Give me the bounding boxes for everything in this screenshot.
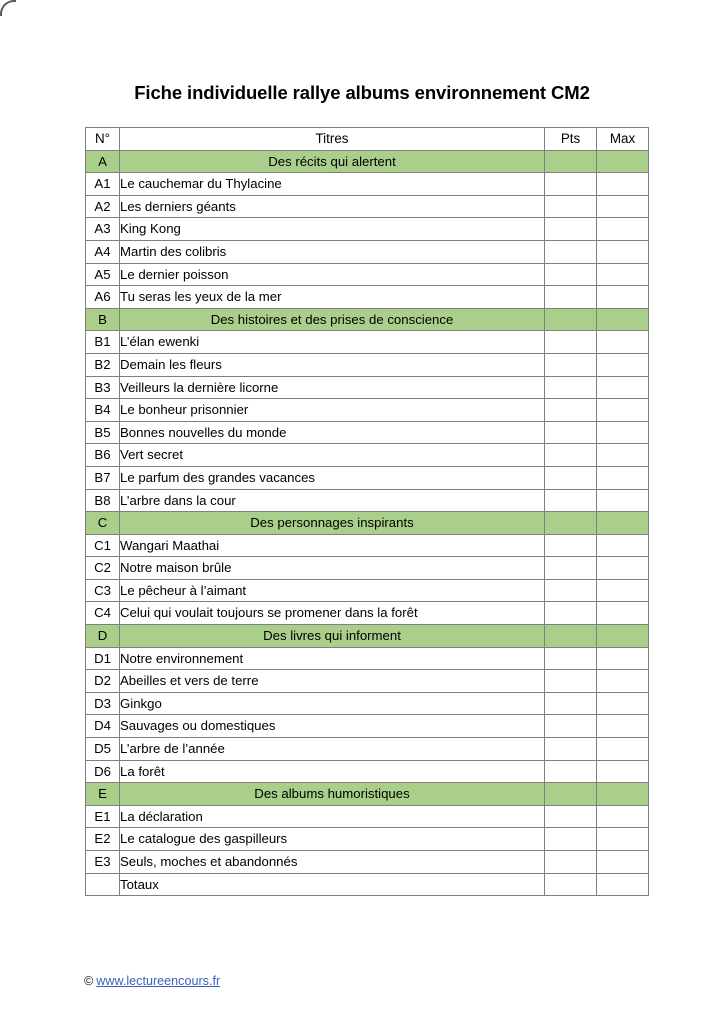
table-row (86, 805, 649, 828)
pts-cell[interactable] (545, 195, 597, 218)
table-row (86, 557, 649, 580)
book-title: Ginkgo (120, 692, 545, 715)
max-cell[interactable] (597, 353, 649, 376)
pts-cell[interactable] (545, 738, 597, 761)
table-row (86, 738, 649, 761)
max-cell[interactable] (597, 286, 649, 309)
book-title: Les derniers géants (120, 195, 545, 218)
pts-cell[interactable] (545, 353, 597, 376)
max-cell[interactable] (597, 760, 649, 783)
pts-cell[interactable] (545, 308, 597, 331)
section-letter: A (86, 150, 120, 173)
table-row (86, 692, 649, 715)
table-row (86, 579, 649, 602)
row-number: B8 (86, 489, 120, 512)
book-title: Le catalogue des gaspilleurs (120, 828, 545, 851)
book-title: Le dernier poisson (120, 263, 545, 286)
table-row (86, 670, 649, 693)
max-cell[interactable] (597, 308, 649, 331)
website-link[interactable]: www.lectureencours.fr (96, 974, 221, 988)
max-cell[interactable] (597, 512, 649, 535)
column-header-max: Max (597, 128, 649, 151)
table-row (86, 376, 649, 399)
table-row (86, 444, 649, 467)
pts-cell[interactable] (545, 466, 597, 489)
pts-cell[interactable] (545, 240, 597, 263)
section-header-row (86, 625, 649, 648)
max-cell[interactable] (597, 602, 649, 625)
section-title: Des personnages inspirants (120, 512, 545, 535)
book-title: Martin des colibris (120, 240, 545, 263)
book-title: Notre environnement (120, 647, 545, 670)
pts-cell[interactable] (545, 444, 597, 467)
book-title: Vert secret (120, 444, 545, 467)
pts-cell[interactable] (545, 873, 597, 896)
max-cell[interactable] (597, 444, 649, 467)
section-title: Des récits qui alertent (120, 150, 545, 173)
max-cell[interactable] (597, 557, 649, 580)
pts-cell[interactable] (545, 625, 597, 648)
row-number: B3 (86, 376, 120, 399)
section-header-row (86, 308, 649, 331)
max-cell[interactable] (597, 738, 649, 761)
book-title: Le bonheur prisonnier (120, 399, 545, 422)
max-cell[interactable] (597, 692, 649, 715)
section-title: Des livres qui informent (120, 625, 545, 648)
row-number: B4 (86, 399, 120, 422)
max-cell[interactable] (597, 150, 649, 173)
pts-cell[interactable] (545, 579, 597, 602)
pts-cell[interactable] (545, 512, 597, 535)
max-cell[interactable] (597, 805, 649, 828)
row-number: A5 (86, 263, 120, 286)
table-row (86, 873, 649, 896)
table-row (86, 195, 649, 218)
book-title: Totaux (120, 873, 545, 896)
table-row (86, 828, 649, 851)
max-cell[interactable] (597, 173, 649, 196)
max-cell[interactable] (597, 240, 649, 263)
table-row (86, 466, 649, 489)
row-number: E1 (86, 805, 120, 828)
book-title: Sauvages ou domestiques (120, 715, 545, 738)
section-letter: D (86, 625, 120, 648)
table-row (86, 715, 649, 738)
section-header-row (86, 783, 649, 806)
table-row (86, 489, 649, 512)
row-number: B6 (86, 444, 120, 467)
table-row (86, 421, 649, 444)
max-cell[interactable] (597, 851, 649, 874)
page-corner-mark (0, 0, 16, 16)
section-title: Des histoires et des prises de conscience (120, 308, 545, 331)
pts-cell[interactable] (545, 715, 597, 738)
row-number: D6 (86, 760, 120, 783)
book-title: Veilleurs la dernière licorne (120, 376, 545, 399)
pts-cell[interactable] (545, 534, 597, 557)
book-title: King Kong (120, 218, 545, 241)
section-letter: E (86, 783, 120, 806)
book-title: Demain les fleurs (120, 353, 545, 376)
book-title: Notre maison brûle (120, 557, 545, 580)
row-number: D1 (86, 647, 120, 670)
max-cell[interactable] (597, 670, 649, 693)
pts-cell[interactable] (545, 760, 597, 783)
pts-cell[interactable] (545, 173, 597, 196)
table-row (86, 173, 649, 196)
row-number: A2 (86, 195, 120, 218)
row-number: D5 (86, 738, 120, 761)
pts-cell[interactable] (545, 670, 597, 693)
row-number: A3 (86, 218, 120, 241)
max-cell[interactable] (597, 489, 649, 512)
pts-cell[interactable] (545, 805, 597, 828)
copyright-symbol: © (84, 974, 94, 988)
row-number: B1 (86, 331, 120, 354)
row-number: B7 (86, 466, 120, 489)
row-number: C1 (86, 534, 120, 557)
max-cell[interactable] (597, 331, 649, 354)
table-row (86, 240, 649, 263)
pts-cell[interactable] (545, 150, 597, 173)
pts-cell[interactable] (545, 557, 597, 580)
pts-cell[interactable] (545, 489, 597, 512)
page-title: Fiche individuelle rallye albums environnement CM2 (134, 82, 590, 103)
row-number: C4 (86, 602, 120, 625)
max-cell[interactable] (597, 376, 649, 399)
book-title: Celui qui voulait toujours se promener dans la forêt (120, 602, 545, 625)
row-number: E3 (86, 851, 120, 874)
pts-cell[interactable] (545, 421, 597, 444)
row-number: D3 (86, 692, 120, 715)
max-cell[interactable] (597, 579, 649, 602)
pts-cell[interactable] (545, 828, 597, 851)
table-row (86, 760, 649, 783)
pts-cell[interactable] (545, 602, 597, 625)
max-cell[interactable] (597, 625, 649, 648)
column-header-num: N° (86, 128, 120, 151)
table-row (86, 331, 649, 354)
table-row (86, 534, 649, 557)
pts-cell[interactable] (545, 218, 597, 241)
table-row (86, 647, 649, 670)
row-number: A1 (86, 173, 120, 196)
column-header-pts: Pts (545, 128, 597, 151)
book-title: La forêt (120, 760, 545, 783)
table-body (86, 128, 649, 896)
table-header-row (86, 128, 649, 151)
row-number: D4 (86, 715, 120, 738)
section-title: Des albums humoristiques (120, 783, 545, 806)
row-number: D2 (86, 670, 120, 693)
row-number: A4 (86, 240, 120, 263)
max-cell[interactable] (597, 828, 649, 851)
max-cell[interactable] (597, 399, 649, 422)
book-title: Bonnes nouvelles du monde (120, 421, 545, 444)
rally-albums-table (85, 127, 649, 896)
max-cell[interactable] (597, 534, 649, 557)
book-title: Le pêcheur à l’aimant (120, 579, 545, 602)
book-title: Le parfum des grandes vacances (120, 466, 545, 489)
row-number: C2 (86, 557, 120, 580)
pts-cell[interactable] (545, 783, 597, 806)
pts-cell[interactable] (545, 647, 597, 670)
section-header-row (86, 150, 649, 173)
max-cell[interactable] (597, 421, 649, 444)
pts-cell[interactable] (545, 399, 597, 422)
book-title: L’élan ewenki (120, 331, 545, 354)
footer (84, 974, 220, 988)
table-row (86, 399, 649, 422)
section-header-row (86, 512, 649, 535)
row-number: E2 (86, 828, 120, 851)
row-number: B2 (86, 353, 120, 376)
section-letter: B (86, 308, 120, 331)
table-row (86, 602, 649, 625)
row-number (86, 873, 120, 896)
max-cell[interactable] (597, 715, 649, 738)
max-cell[interactable] (597, 195, 649, 218)
table-row (86, 263, 649, 286)
row-number: A6 (86, 286, 120, 309)
book-title: Tu seras les yeux de la mer (120, 286, 545, 309)
table-row (86, 851, 649, 874)
table-row (86, 353, 649, 376)
max-cell[interactable] (597, 647, 649, 670)
book-title: Le cauchemar du Thylacine (120, 173, 545, 196)
book-title: Wangari Maathai (120, 534, 545, 557)
pts-cell[interactable] (545, 263, 597, 286)
max-cell[interactable] (597, 218, 649, 241)
max-cell[interactable] (597, 873, 649, 896)
pts-cell[interactable] (545, 851, 597, 874)
book-title: Seuls, moches et abandonnés (120, 851, 545, 874)
pts-cell[interactable] (545, 286, 597, 309)
section-letter: C (86, 512, 120, 535)
max-cell[interactable] (597, 783, 649, 806)
pts-cell[interactable] (545, 376, 597, 399)
pts-cell[interactable] (545, 331, 597, 354)
pts-cell[interactable] (545, 692, 597, 715)
table-row (86, 218, 649, 241)
max-cell[interactable] (597, 466, 649, 489)
row-number: B5 (86, 421, 120, 444)
book-title: Abeilles et vers de terre (120, 670, 545, 693)
book-title: La déclaration (120, 805, 545, 828)
book-title: L’arbre de l’année (120, 738, 545, 761)
table-row (86, 286, 649, 309)
row-number: C3 (86, 579, 120, 602)
max-cell[interactable] (597, 263, 649, 286)
column-header-title: Titres (120, 128, 545, 151)
book-title: L’arbre dans la cour (120, 489, 545, 512)
